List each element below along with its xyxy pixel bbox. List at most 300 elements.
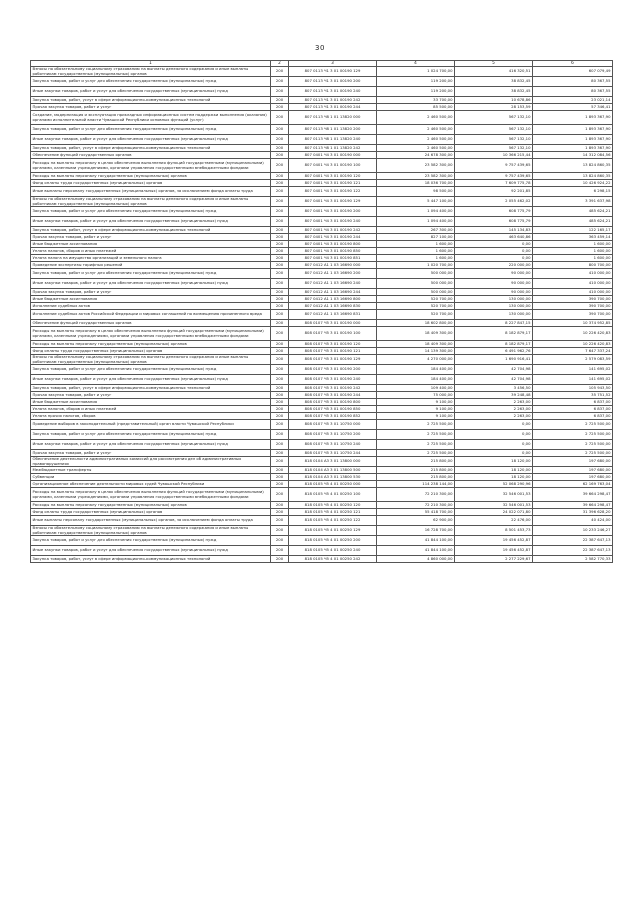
row-rest-cell: 14 312 084,56 bbox=[533, 152, 613, 159]
row-plan-cell: 2 725 500,00 bbox=[377, 450, 455, 457]
row-plan-cell: 215 800,00 bbox=[377, 467, 455, 474]
row-name-cell: Закупка товаров, работ, услуг в сфере информационно-коммуникационных технологий bbox=[31, 145, 271, 152]
row-code-cell: 200 bbox=[271, 173, 289, 180]
table-row bbox=[31, 77, 613, 87]
row-plan-cell: 85 500,00 bbox=[377, 104, 455, 111]
table-row bbox=[31, 320, 613, 327]
table-row bbox=[31, 159, 613, 173]
row-done-cell: 2 263,00 bbox=[455, 406, 533, 413]
row-rest-cell: 6 298,15 bbox=[533, 187, 613, 197]
row-done-cell: 567 132,10 bbox=[455, 145, 533, 152]
row-name-cell: Взносы по обязательному социальному страхованию на выплаты денежного содержания и иные выплаты работникам государственных (муниципальных) органов bbox=[31, 526, 271, 536]
row-rest-cell: 607 079,49 bbox=[533, 67, 613, 77]
row-code-cell: 200 bbox=[271, 556, 289, 563]
row-code-cell: 200 bbox=[271, 450, 289, 457]
row-name-cell: Уплата налога на имущество организаций и земельного налога bbox=[31, 255, 271, 262]
row-code-cell: 200 bbox=[271, 457, 289, 467]
row-code-cell: 200 bbox=[271, 355, 289, 365]
row-code-cell: 200 bbox=[271, 248, 289, 255]
row-name-cell: Иные закупки товаров, работ и услуг для обеспечения государственных (муниципальных) нужд bbox=[31, 135, 271, 145]
row-code-cell: 200 bbox=[271, 430, 289, 440]
row-name-cell: Взносы по обязательному социальному страхованию на выплаты денежного содержания и иные выплаты работникам государственных (муниципальных) органов bbox=[31, 355, 271, 365]
row-rest-cell: 10 426 924,22 bbox=[533, 180, 613, 187]
row-done-cell: 608 775,79 bbox=[455, 207, 533, 217]
table-row bbox=[31, 173, 613, 180]
row-plan-cell: 1 094 400,00 bbox=[377, 207, 455, 217]
table-row bbox=[31, 296, 613, 303]
row-plan-cell: 109 400,00 bbox=[377, 385, 455, 392]
row-plan-cell: 119 200,00 bbox=[377, 87, 455, 97]
row-code-cell: 200 bbox=[271, 234, 289, 241]
row-name-cell: Закупка товаров, работ, услуг в сфере информационно-коммуникационных технологий bbox=[31, 227, 271, 234]
row-rest-cell: 410 000,00 bbox=[533, 289, 613, 296]
column-header: 2 bbox=[271, 61, 289, 67]
row-name-cell: Прочая закупка товаров, работ и услуг bbox=[31, 289, 271, 296]
row-kbk-cell: 818 0105 Ч5 4 01 00250 242 bbox=[289, 556, 377, 563]
row-rest-cell: 39 664 298,47 bbox=[533, 502, 613, 509]
row-kbk-cell: 808 0107 Ч5 3 01 00190 850 bbox=[289, 406, 377, 413]
row-rest-cell: 22 387 647,13 bbox=[533, 536, 613, 546]
table-row bbox=[31, 516, 613, 526]
row-code-cell: 200 bbox=[271, 187, 289, 197]
row-name-cell: Иные бюджетные ассигнования bbox=[31, 399, 271, 406]
row-kbk-cell: 818 0105 Ч5 4 01 00250 121 bbox=[289, 509, 377, 516]
table-row bbox=[31, 375, 613, 385]
row-code-cell: 200 bbox=[271, 509, 289, 516]
row-rest-cell: 122 165,17 bbox=[533, 227, 613, 234]
row-rest-cell: 13 824 860,35 bbox=[533, 173, 613, 180]
budget-execution-table bbox=[30, 60, 613, 563]
row-kbk-cell: 818 0104 А3 3 01 13800 530 bbox=[289, 474, 377, 481]
row-name-cell: Закупка товаров, работ, услуг в сфере информационно-коммуникационных технологий bbox=[31, 385, 271, 392]
row-done-cell: 90 000,00 bbox=[455, 279, 533, 289]
row-code-cell: 200 bbox=[271, 241, 289, 248]
row-rest-cell: 485 624,21 bbox=[533, 217, 613, 227]
row-done-cell: 38 832,45 bbox=[455, 77, 533, 87]
row-kbk-cell: 807 0113 Ч8 1 01 13820 200 bbox=[289, 125, 377, 135]
row-name-cell: Обеспечение функций государственных органов bbox=[31, 320, 271, 327]
row-code-cell: 200 bbox=[271, 145, 289, 152]
row-kbk-cell: 807 0113 Ч1 3 01 00190 129 bbox=[289, 67, 377, 77]
row-name-cell: Закупка товаров, работ, услуг в сфере информационно-коммуникационных технологий bbox=[31, 97, 271, 104]
row-rest-cell: 363 459,14 bbox=[533, 234, 613, 241]
table-row bbox=[31, 509, 613, 516]
row-kbk-cell: 807 0113 Ч1 3 01 00190 200 bbox=[289, 77, 377, 87]
row-done-cell: 7 609 775,78 bbox=[455, 180, 533, 187]
row-kbk-cell: 808 0107 Ч5 3 01 10750 240 bbox=[289, 440, 377, 450]
row-done-cell: 0,00 bbox=[455, 440, 533, 450]
table-row bbox=[31, 87, 613, 97]
row-kbk-cell: 807 0401 Ч4 3 01 00190 851 bbox=[289, 255, 377, 262]
row-rest-cell: 2 725 500,00 bbox=[533, 420, 613, 430]
row-kbk-cell: 818 0105 Ч5 4 01 00250 200 bbox=[289, 536, 377, 546]
row-code-cell: 200 bbox=[271, 420, 289, 430]
row-plan-cell: 2 460 500,00 bbox=[377, 111, 455, 125]
row-rest-cell: 6 837,00 bbox=[533, 413, 613, 420]
row-code-cell: 200 bbox=[271, 440, 289, 450]
row-plan-cell: 827 100,00 bbox=[377, 234, 455, 241]
row-kbk-cell: 807 0113 Ч1 3 01 00190 244 bbox=[289, 104, 377, 111]
row-code-cell: 200 bbox=[271, 303, 289, 310]
row-done-cell: 8 182 879,17 bbox=[455, 327, 533, 341]
row-name-cell: Закупка товаров, работ, услуг в сфере информационно-коммуникационных технологий bbox=[31, 556, 271, 563]
row-code-cell: 200 bbox=[271, 104, 289, 111]
row-done-cell: 0,00 bbox=[455, 241, 533, 248]
table-row bbox=[31, 303, 613, 310]
row-kbk-cell: 807 0401 Ч4 3 01 00190 800 bbox=[289, 241, 377, 248]
table-row bbox=[31, 348, 613, 355]
table-row bbox=[31, 341, 613, 348]
row-rest-cell: 35 751,52 bbox=[533, 392, 613, 399]
row-plan-cell: 18 409 300,00 bbox=[377, 327, 455, 341]
row-plan-cell: 14 139 300,00 bbox=[377, 348, 455, 355]
row-name-cell: Закупка товаров, работ и услуг для обеспечения государственных (муниципальных) нужд bbox=[31, 269, 271, 279]
row-name-cell: Иные закупки товаров, работ и услуг для обеспечения государственных (муниципальных) нужд bbox=[31, 279, 271, 289]
row-done-cell: 220 000,00 bbox=[455, 262, 533, 269]
row-rest-cell: 1 893 367,90 bbox=[533, 125, 613, 135]
table-row bbox=[31, 413, 613, 420]
row-plan-cell: 18 602 800,00 bbox=[377, 320, 455, 327]
row-code-cell: 200 bbox=[271, 152, 289, 159]
row-done-cell: 2 055 462,02 bbox=[455, 197, 533, 207]
row-plan-cell: 1 600,00 bbox=[377, 241, 455, 248]
table-row bbox=[31, 457, 613, 467]
row-name-cell: Взносы по обязательному социальному страхованию на выплаты денежного содержания и иные выплаты работникам государственных (муниципальных) органов bbox=[31, 197, 271, 207]
table-row bbox=[31, 187, 613, 197]
row-rest-cell: 390 700,00 bbox=[533, 310, 613, 320]
row-plan-cell: 267 300,00 bbox=[377, 227, 455, 234]
row-plan-cell: 2 460 500,00 bbox=[377, 135, 455, 145]
row-done-cell: 567 132,10 bbox=[455, 135, 533, 145]
row-name-cell: Субвенции bbox=[31, 474, 271, 481]
row-rest-cell: 141 695,02 bbox=[533, 375, 613, 385]
row-plan-cell: 72 210 300,00 bbox=[377, 488, 455, 502]
row-code-cell: 200 bbox=[271, 467, 289, 474]
row-code-cell: 200 bbox=[271, 385, 289, 392]
row-rest-cell: 141 695,02 bbox=[533, 365, 613, 375]
row-done-cell: 39 248,48 bbox=[455, 392, 533, 399]
row-rest-cell: 2 582 770,33 bbox=[533, 556, 613, 563]
table-row bbox=[31, 279, 613, 289]
table-row bbox=[31, 327, 613, 341]
table-row bbox=[31, 248, 613, 255]
row-name-cell: Прочая закупка товаров, работ и услуг bbox=[31, 450, 271, 457]
row-kbk-cell: 807 0401 Ч4 3 01 00190 129 bbox=[289, 197, 377, 207]
row-kbk-cell: 808 0107 Ч5 3 01 00190 852 bbox=[289, 413, 377, 420]
row-rest-cell: 10 226 420,83 bbox=[533, 341, 613, 348]
row-name-cell: Закупка товаров, работ и услуг для обеспечения государственных (муниципальных) нужд bbox=[31, 125, 271, 135]
row-name-cell: Проведение экспертизы тарифных решений bbox=[31, 262, 271, 269]
row-plan-cell: 72 210 300,00 bbox=[377, 502, 455, 509]
row-rest-cell: 22 387 647,13 bbox=[533, 546, 613, 556]
table-row bbox=[31, 474, 613, 481]
row-code-cell: 200 bbox=[271, 279, 289, 289]
row-code-cell: 200 bbox=[271, 516, 289, 526]
row-kbk-cell: 808 0107 Ч5 3 01 00190 129 bbox=[289, 355, 377, 365]
table-row bbox=[31, 502, 613, 509]
table-row bbox=[31, 488, 613, 502]
row-name-cell: Расходы на выплаты персоналу в целях обеспечения выполнения функций государственными (муниципальными) органами, казенными учреждениями, органами управления государственными внебюджетными фондами bbox=[31, 327, 271, 341]
row-plan-cell: 24 678 300,00 bbox=[377, 152, 455, 159]
row-code-cell: 200 bbox=[271, 207, 289, 217]
row-plan-cell: 1 600,00 bbox=[377, 248, 455, 255]
row-name-cell: Исполнение судебных актов bbox=[31, 303, 271, 310]
row-done-cell: 92 201,85 bbox=[455, 187, 533, 197]
row-name-cell: Иные выплаты персоналу государственных (муниципальных) органов, за исключением фонда оплаты труда bbox=[31, 187, 271, 197]
table-row bbox=[31, 355, 613, 365]
row-plan-cell: 2 725 500,00 bbox=[377, 420, 455, 430]
row-plan-cell: 500 000,00 bbox=[377, 289, 455, 296]
row-rest-cell: 23 021,14 bbox=[533, 97, 613, 104]
row-rest-cell: 2 725 500,00 bbox=[533, 450, 613, 457]
row-rest-cell: 1 600,00 bbox=[533, 248, 613, 255]
row-code-cell: 200 bbox=[271, 310, 289, 320]
table-row bbox=[31, 67, 613, 77]
row-name-cell: Уплата прочих налогов, сборов bbox=[31, 413, 271, 420]
row-done-cell: 0,00 bbox=[455, 450, 533, 457]
row-rest-cell: 1 600,00 bbox=[533, 241, 613, 248]
row-done-cell: 18 120,00 bbox=[455, 474, 533, 481]
row-code-cell: 200 bbox=[271, 365, 289, 375]
table-row bbox=[31, 289, 613, 296]
row-kbk-cell: 807 0113 Ч1 3 01 00190 240 bbox=[289, 87, 377, 97]
row-name-cell: Иные закупки товаров, работ и услуг для обеспечения государственных (муниципальных) нужд bbox=[31, 87, 271, 97]
row-done-cell: 0,00 bbox=[455, 430, 533, 440]
table-row bbox=[31, 450, 613, 457]
row-code-cell: 200 bbox=[271, 502, 289, 509]
row-kbk-cell: 807 0113 Ч8 1 01 13820 000 bbox=[289, 111, 377, 125]
table-row bbox=[31, 255, 613, 262]
row-done-cell: 90 000,00 bbox=[455, 289, 533, 296]
row-kbk-cell: 808 0107 Ч5 3 01 00190 121 bbox=[289, 348, 377, 355]
table-row bbox=[31, 399, 613, 406]
row-code-cell: 200 bbox=[271, 526, 289, 536]
row-kbk-cell: 818 0105 Ч5 4 01 00250 000 bbox=[289, 481, 377, 488]
table-row bbox=[31, 365, 613, 375]
row-kbk-cell: 807 0113 Ч8 1 01 13820 242 bbox=[289, 145, 377, 152]
row-kbk-cell: 807 0401 Ч4 3 01 00190 240 bbox=[289, 217, 377, 227]
row-code-cell: 200 bbox=[271, 217, 289, 227]
table-row bbox=[31, 310, 613, 320]
row-code-cell: 200 bbox=[271, 111, 289, 125]
row-done-cell: 19 456 452,87 bbox=[455, 546, 533, 556]
row-rest-cell: 62 169 763,04 bbox=[533, 481, 613, 488]
row-done-cell: 2 277 229,67 bbox=[455, 556, 533, 563]
row-plan-cell: 520 700,00 bbox=[377, 310, 455, 320]
row-kbk-cell: 818 0105 Ч5 4 01 00250 120 bbox=[289, 502, 377, 509]
table-row bbox=[31, 526, 613, 536]
row-done-cell: 24 022 071,80 bbox=[455, 509, 533, 516]
row-rest-cell: 10 374 952,85 bbox=[533, 320, 613, 327]
column-header: 5 bbox=[455, 61, 533, 67]
row-plan-cell: 98 500,00 bbox=[377, 187, 455, 197]
row-code-cell: 200 bbox=[271, 546, 289, 556]
row-rest-cell: 800 700,00 bbox=[533, 262, 613, 269]
row-done-cell: 130 000,00 bbox=[455, 303, 533, 310]
row-plan-cell: 1 024 700,00 bbox=[377, 67, 455, 77]
row-name-cell: Иные выплаты персоналу государственных (муниципальных) органов, за исключением фонда оплаты труда bbox=[31, 516, 271, 526]
row-name-cell: Исполнение судебных актов Российской Федерации и мировых соглашений по возмещению причиненного вреда bbox=[31, 310, 271, 320]
row-rest-cell: 1 600,00 bbox=[533, 255, 613, 262]
row-name-cell: Создание, модернизация и эксплуатация прикладных информационных систем поддержки выполнения (оказания) органами исполнительной власти Чувашской Республики основных функций (услуг) bbox=[31, 111, 271, 125]
page-number: 30 bbox=[315, 44, 325, 52]
row-rest-cell: 197 680,00 bbox=[533, 474, 613, 481]
row-done-cell: 38 832,45 bbox=[455, 87, 533, 97]
row-done-cell: 19 456 452,87 bbox=[455, 536, 533, 546]
row-done-cell: 8 227 847,15 bbox=[455, 320, 533, 327]
row-name-cell: Иные закупки товаров, работ и услуг для обеспечения государственных (муниципальных) нужд bbox=[31, 375, 271, 385]
table-row bbox=[31, 207, 613, 217]
table-row bbox=[31, 104, 613, 111]
row-code-cell: 200 bbox=[271, 135, 289, 145]
row-plan-cell: 215 800,00 bbox=[377, 474, 455, 481]
row-code-cell: 200 bbox=[271, 262, 289, 269]
row-kbk-cell: 808 0107 Ч5 3 01 00190 242 bbox=[289, 385, 377, 392]
table-row bbox=[31, 180, 613, 187]
column-header: 1 bbox=[31, 61, 271, 67]
table-row bbox=[31, 385, 613, 392]
row-plan-cell: 55 418 700,00 bbox=[377, 509, 455, 516]
row-name-cell: Обеспечение деятельности административных комиссий для рассмотрения дел об административных правонарушениях bbox=[31, 457, 271, 467]
row-plan-cell: 1 600,00 bbox=[377, 255, 455, 262]
table-row bbox=[31, 152, 613, 159]
row-kbk-cell: 818 0105 Ч5 4 01 00250 122 bbox=[289, 516, 377, 526]
row-kbk-cell: 807 0401 Ч4 3 01 00190 100 bbox=[289, 159, 377, 173]
row-plan-cell: 75 000,00 bbox=[377, 392, 455, 399]
row-name-cell: Закупка товаров, работ и услуг для обеспечения государственных (муниципальных) нужд bbox=[31, 365, 271, 375]
row-kbk-cell: 818 0105 Ч5 4 01 00250 100 bbox=[289, 488, 377, 502]
row-name-cell: Иные закупки товаров, работ и услуг для обеспечения государственных (муниципальных) нужд bbox=[31, 217, 271, 227]
row-kbk-cell: 818 0104 А3 3 01 13800 500 bbox=[289, 467, 377, 474]
table-row bbox=[31, 440, 613, 450]
row-done-cell: 130 000,00 bbox=[455, 310, 533, 320]
row-done-cell: 0,00 bbox=[455, 248, 533, 255]
row-plan-cell: 2 460 500,00 bbox=[377, 145, 455, 152]
row-plan-cell: 184 400,00 bbox=[377, 365, 455, 375]
row-done-cell: 42 704,98 bbox=[455, 365, 533, 375]
row-done-cell: 567 132,10 bbox=[455, 125, 533, 135]
table-row bbox=[31, 241, 613, 248]
row-kbk-cell: 807 0113 Ч8 1 01 13820 240 bbox=[289, 135, 377, 145]
row-code-cell: 200 bbox=[271, 227, 289, 234]
row-rest-cell: 410 000,00 bbox=[533, 269, 613, 279]
table-row bbox=[31, 145, 613, 152]
row-name-cell: Закупка товаров, работ и услуг для обеспечения государственных (муниципальных) нужд bbox=[31, 536, 271, 546]
row-name-cell: Закупка товаров, работ и услуг для обеспечения государственных (муниципальных) нужд bbox=[31, 77, 271, 87]
row-done-cell: 18 120,00 bbox=[455, 457, 533, 467]
row-rest-cell: 1 893 367,90 bbox=[533, 135, 613, 145]
row-rest-cell: 197 680,00 bbox=[533, 457, 613, 467]
row-name-cell: Расходы на выплаты персоналу в целях обеспечения выполнения функций государственными (муниципальными) органами, казенными учреждениями, органами управления государственными внебюджетными фондами bbox=[31, 159, 271, 173]
row-name-cell: Фонд оплаты труда государственных (муниципальных) органов bbox=[31, 180, 271, 187]
row-done-cell: 2 263,00 bbox=[455, 413, 533, 420]
row-rest-cell: 80 367,55 bbox=[533, 77, 613, 87]
row-done-cell: 52 068 290,96 bbox=[455, 481, 533, 488]
row-done-cell: 10 366 215,44 bbox=[455, 152, 533, 159]
row-done-cell: 42 704,98 bbox=[455, 375, 533, 385]
row-code-cell: 200 bbox=[271, 375, 289, 385]
row-rest-cell: 390 700,00 bbox=[533, 303, 613, 310]
row-plan-cell: 1 020 700,00 bbox=[377, 262, 455, 269]
row-done-cell: 28 153,59 bbox=[455, 104, 533, 111]
row-kbk-cell: 818 0104 А3 3 01 13800 000 bbox=[289, 457, 377, 467]
row-kbk-cell: 807 0412 А1 1 03 16690 244 bbox=[289, 289, 377, 296]
row-code-cell: 200 bbox=[271, 180, 289, 187]
row-name-cell: Расходы на выплаты персоналу государственных (муниципальных) органов bbox=[31, 341, 271, 348]
row-rest-cell: 2 579 083,59 bbox=[533, 355, 613, 365]
table-row bbox=[31, 234, 613, 241]
row-code-cell: 200 bbox=[271, 296, 289, 303]
row-done-cell: 2 263,00 bbox=[455, 399, 533, 406]
table-row bbox=[31, 481, 613, 488]
row-plan-cell: 16 728 700,00 bbox=[377, 526, 455, 536]
row-plan-cell: 9 100,00 bbox=[377, 399, 455, 406]
row-rest-cell: 3 391 637,98 bbox=[533, 197, 613, 207]
row-code-cell: 200 bbox=[271, 536, 289, 546]
row-kbk-cell: 808 0107 Ч5 3 01 00190 800 bbox=[289, 399, 377, 406]
row-rest-cell: 410 000,00 bbox=[533, 279, 613, 289]
row-code-cell: 200 bbox=[271, 348, 289, 355]
table-row bbox=[31, 227, 613, 234]
row-rest-cell: 10 233 246,27 bbox=[533, 526, 613, 536]
row-rest-cell: 57 346,41 bbox=[533, 104, 613, 111]
row-kbk-cell: 807 0412 А1 1 03 16690 831 bbox=[289, 310, 377, 320]
row-code-cell: 200 bbox=[271, 474, 289, 481]
row-name-cell: Расходы на выплаты персоналу в целях обеспечения выполнения функций государственными (муниципальными) органами, казенными учреждениями, органами управления государственными внебюджетными фондами bbox=[31, 488, 271, 502]
row-code-cell: 200 bbox=[271, 341, 289, 348]
row-done-cell: 9 757 439,65 bbox=[455, 159, 533, 173]
row-name-cell: Фонд оплаты труда государственных (муниципальных) органов bbox=[31, 348, 271, 355]
row-name-cell: Закупка товаров, работ и услуг для обеспечения государственных (муниципальных) нужд bbox=[31, 430, 271, 440]
row-kbk-cell: 807 0401 Ч4 3 01 00190 122 bbox=[289, 187, 377, 197]
row-code-cell: 200 bbox=[271, 269, 289, 279]
row-plan-cell: 500 000,00 bbox=[377, 269, 455, 279]
row-kbk-cell: 807 0412 А1 1 03 16690 800 bbox=[289, 296, 377, 303]
row-plan-cell: 114 238 144,00 bbox=[377, 481, 455, 488]
row-kbk-cell: 807 0412 А1 1 03 16690 830 bbox=[289, 303, 377, 310]
row-rest-cell: 105 943,50 bbox=[533, 385, 613, 392]
table-row bbox=[31, 97, 613, 104]
row-rest-cell: 390 700,00 bbox=[533, 296, 613, 303]
row-name-cell: Фонд оплаты труда государственных (муниципальных) органов bbox=[31, 509, 271, 516]
row-plan-cell: 18 409 300,00 bbox=[377, 341, 455, 348]
table-row bbox=[31, 217, 613, 227]
row-done-cell: 0,00 bbox=[455, 255, 533, 262]
row-plan-cell: 184 400,00 bbox=[377, 375, 455, 385]
table-row bbox=[31, 406, 613, 413]
row-code-cell: 200 bbox=[271, 159, 289, 173]
row-plan-cell: 33 700,00 bbox=[377, 97, 455, 104]
row-name-cell: Иные закупки товаров, работ и услуг для обеспечения государственных (муниципальных) нужд bbox=[31, 440, 271, 450]
row-code-cell: 200 bbox=[271, 392, 289, 399]
row-kbk-cell: 807 0412 А1 1 03 16690 200 bbox=[289, 269, 377, 279]
row-rest-cell: 2 725 500,00 bbox=[533, 430, 613, 440]
row-kbk-cell: 807 0401 Ч4 3 01 00190 244 bbox=[289, 234, 377, 241]
row-plan-cell: 18 036 700,00 bbox=[377, 180, 455, 187]
row-kbk-cell: 808 0107 Ч5 3 01 10750 200 bbox=[289, 430, 377, 440]
table-row bbox=[31, 546, 613, 556]
row-plan-cell: 2 725 500,00 bbox=[377, 440, 455, 450]
row-name-cell: Иные бюджетные ассигнования bbox=[31, 296, 271, 303]
table-row bbox=[31, 392, 613, 399]
row-name-cell: Иные бюджетные ассигнования bbox=[31, 241, 271, 248]
table-row bbox=[31, 556, 613, 563]
row-code-cell: 200 bbox=[271, 399, 289, 406]
row-rest-cell: 13 824 860,35 bbox=[533, 159, 613, 173]
row-name-cell: Закупка товаров, работ и услуг для обеспечения государственных (муниципальных) нужд bbox=[31, 207, 271, 217]
row-rest-cell: 7 647 337,24 bbox=[533, 348, 613, 355]
table-row bbox=[31, 125, 613, 135]
